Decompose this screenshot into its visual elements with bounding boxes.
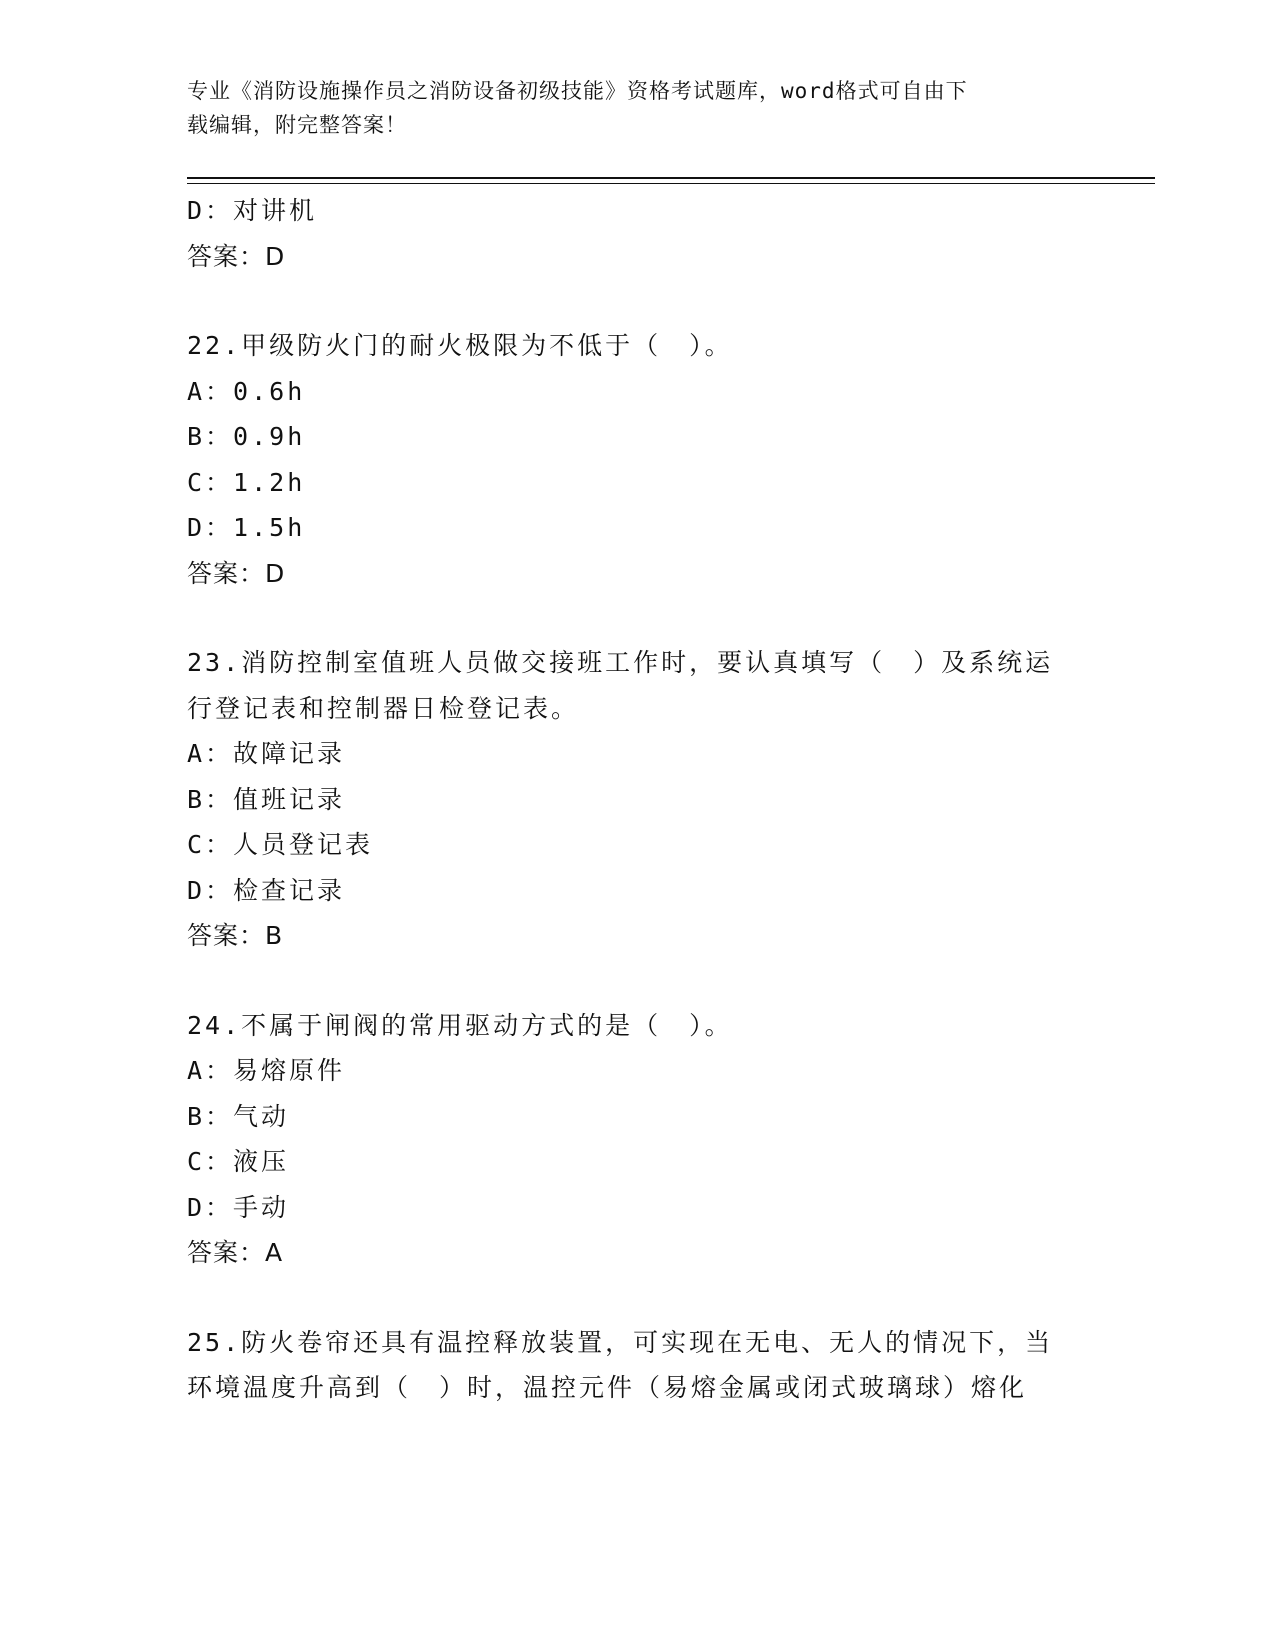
option-b: B：值班记录 xyxy=(187,784,346,814)
question-24 xyxy=(187,1003,1087,1276)
answer-line: 答案：A xyxy=(187,1238,284,1267)
option-d: D：对讲机 xyxy=(187,196,318,225)
answer-line: 答案：B xyxy=(187,921,284,950)
question-stem-line-1: 25.防火卷帘还具有温控释放装置，可实现在无电、无人的情况下，当 xyxy=(187,1327,1054,1357)
option-c: C：人员登记表 xyxy=(187,830,374,859)
question-stem: 24.不属于闸阀的常用驱动方式的是（ ）。 xyxy=(187,1010,733,1040)
question-stem: 22.甲级防火门的耐火极限为不低于（ ）。 xyxy=(187,331,733,360)
spacer xyxy=(187,1276,1087,1320)
option-a: A：故障记录 xyxy=(187,739,346,768)
option-d: D：1.5h xyxy=(187,513,306,542)
header-line-2: 载编辑，附完整答案！ xyxy=(187,113,407,137)
question-list xyxy=(187,188,1087,1411)
question-stem-line-2: 环境温度升高到（ ）时，温控元件（易熔金属或闭式玻璃球）熔化 xyxy=(187,1373,1028,1402)
header-divider-thin xyxy=(187,183,1155,184)
document-header xyxy=(187,74,1067,142)
spacer xyxy=(187,596,1087,640)
option-b: B：气动 xyxy=(187,1101,290,1131)
question-22 xyxy=(187,323,1087,596)
question-stem-line-2: 行登记表和控制器日检登记表。 xyxy=(187,693,580,723)
answer-line: 答案：D xyxy=(187,558,286,588)
spacer xyxy=(187,279,1087,323)
question-25 xyxy=(187,1320,1087,1411)
option-d: D：检查记录 xyxy=(187,875,346,905)
question-stem-line-1: 23.消防控制室值班人员做交接班工作时，要认真填写（ ）及系统运 xyxy=(187,648,1054,677)
option-c: C：液压 xyxy=(187,1147,290,1176)
option-c: C：1.2h xyxy=(187,467,306,497)
answer-line: 答案：D xyxy=(187,241,286,271)
spacer xyxy=(187,959,1087,1003)
header-divider-thick xyxy=(187,177,1155,179)
option-a: A：0.6h xyxy=(187,376,306,406)
header-line-1: 专业《消防设施操作员之消防设备初级技能》资格考试题库，word格式可自由下 xyxy=(187,79,968,103)
option-d: D：手动 xyxy=(187,1192,290,1222)
option-b: B：0.9h xyxy=(187,422,306,451)
previous-question-tail xyxy=(187,188,1087,279)
option-a: A：易熔原件 xyxy=(187,1056,346,1085)
question-23 xyxy=(187,640,1087,959)
